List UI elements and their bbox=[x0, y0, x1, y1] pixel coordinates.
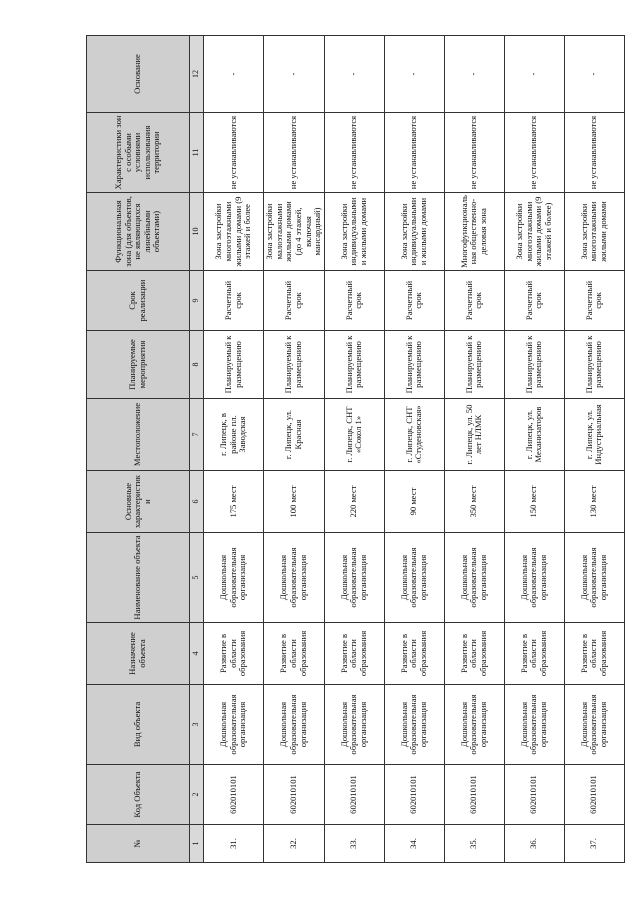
header-cell: Вид объекта bbox=[87, 685, 190, 765]
main-characteristics-cell: 130 мест bbox=[564, 471, 624, 533]
header-cell: Планируемые мероприятия bbox=[87, 331, 190, 399]
location-cell: г. Липецк, ул. Механизаторов bbox=[504, 399, 564, 471]
implementation-period-cell: Расчетный срок bbox=[384, 271, 444, 331]
object-code-cell: 602010101 bbox=[324, 765, 384, 825]
basis-cell: - bbox=[324, 36, 384, 113]
zone-restrictions-cell: не устанавливаются bbox=[504, 113, 564, 193]
header-cell: Основные характеристики bbox=[87, 471, 190, 533]
header-cell: Код Объекта bbox=[87, 765, 190, 825]
functional-zone-cell: Зона застройки многоэтажными жилыми домами bbox=[564, 193, 624, 271]
row-number-cell: 37. bbox=[564, 825, 624, 863]
column-number: 9 bbox=[190, 271, 204, 331]
column-number: 11 bbox=[190, 113, 204, 193]
column-number: 7 bbox=[190, 399, 204, 471]
location-cell: г. Липецк, СНТ «Студеновская» bbox=[384, 399, 444, 471]
location-cell: г. Липецк, в районе пл. Заводская bbox=[204, 399, 264, 471]
object-code-cell: 602010101 bbox=[204, 765, 264, 825]
column-number: 1 bbox=[190, 825, 204, 863]
planned-activities-cell: Планируемый к размещению bbox=[504, 331, 564, 399]
object-type-cell: Дошкольная образовательная организация bbox=[384, 685, 444, 765]
basis-cell: - bbox=[204, 36, 264, 113]
functional-zone-cell: Зона застройки многоэтажными жилыми домами (9 этажей и более bbox=[204, 193, 264, 271]
object-purpose-cell: Развитие в области образования bbox=[324, 623, 384, 685]
main-characteristics-cell: 100 мест bbox=[264, 471, 325, 533]
object-type-cell: Дошкольная образовательная организация bbox=[444, 685, 504, 765]
location-cell: г. Липецк, ул. Индустриальная bbox=[564, 399, 624, 471]
functional-zone-cell: Зона застройки малоэтажными жилыми домами (до 4 этажей, включая мансардный) bbox=[264, 193, 325, 271]
table-row bbox=[324, 36, 384, 863]
header-cell: Наименование объекта bbox=[87, 533, 190, 623]
main-characteristics-cell: 220 мест bbox=[324, 471, 384, 533]
row-number-cell: 31. bbox=[204, 825, 264, 863]
implementation-period-cell: Расчетный срок bbox=[444, 271, 504, 331]
functional-zone-cell: Зона застройки индивидуальными и жилыми домами bbox=[384, 193, 444, 271]
row-number-cell: 33. bbox=[324, 825, 384, 863]
zone-restrictions-cell: не устанавливаются bbox=[264, 113, 325, 193]
header-cell: Срок реализации bbox=[87, 271, 190, 331]
table-row bbox=[384, 36, 444, 863]
row-number-cell: 35. bbox=[444, 825, 504, 863]
basis-cell: - bbox=[264, 36, 325, 113]
functional-zone-cell: Зона застройки многоэтажными жилыми домами (9 этажей и более) bbox=[504, 193, 564, 271]
object-name-cell: Дошкольная образовательная организация bbox=[444, 533, 504, 623]
table-row bbox=[564, 36, 624, 863]
zone-restrictions-cell: не устанавливаются bbox=[324, 113, 384, 193]
column-number: 12 bbox=[190, 36, 204, 113]
column-number: 6 bbox=[190, 471, 204, 533]
main-characteristics-cell: 150 мест bbox=[504, 471, 564, 533]
object-purpose-cell: Развитие в области образования bbox=[504, 623, 564, 685]
column-number: 3 bbox=[190, 685, 204, 765]
column-number-row bbox=[190, 36, 204, 863]
object-type-cell: Дошкольная образовательная организация bbox=[264, 685, 325, 765]
implementation-period-cell: Расчетный срок bbox=[324, 271, 384, 331]
row-number-cell: 32. bbox=[264, 825, 325, 863]
object-code-cell: 602010101 bbox=[384, 765, 444, 825]
object-code-cell: 602010101 bbox=[264, 765, 325, 825]
planned-objects-table bbox=[86, 35, 625, 863]
table-row bbox=[204, 36, 264, 863]
object-name-cell: Дошкольная образовательная организация bbox=[504, 533, 564, 623]
location-cell: г. Липецк, ул. 50 лет НЛМК bbox=[444, 399, 504, 471]
table-row bbox=[264, 36, 325, 863]
object-code-cell: 602010101 bbox=[564, 765, 624, 825]
object-purpose-cell: Развитие в области образования bbox=[264, 623, 325, 685]
column-number: 4 bbox=[190, 623, 204, 685]
header-cell: № bbox=[87, 825, 190, 863]
column-number: 8 bbox=[190, 331, 204, 399]
basis-cell: - bbox=[564, 36, 624, 113]
implementation-period-cell: Расчетный срок bbox=[564, 271, 624, 331]
object-code-cell: 602010101 bbox=[504, 765, 564, 825]
main-characteristics-cell: 175 мест bbox=[204, 471, 264, 533]
implementation-period-cell: Расчетный срок bbox=[264, 271, 325, 331]
column-number: 10 bbox=[190, 193, 204, 271]
object-name-cell: Дошкольная образовательная организация bbox=[204, 533, 264, 623]
rotated-table-container bbox=[86, 36, 609, 863]
object-purpose-cell: Развитие в области образования bbox=[384, 623, 444, 685]
basis-cell: - bbox=[504, 36, 564, 113]
basis-cell: - bbox=[444, 36, 504, 113]
header-row bbox=[87, 36, 190, 863]
column-number: 5 bbox=[190, 533, 204, 623]
location-cell: г. Липецк, СНТ «Сокол 1» bbox=[324, 399, 384, 471]
planned-activities-cell: Планируемый к размещению bbox=[204, 331, 264, 399]
functional-zone-cell: Многофункциональная общественно-деловая зона bbox=[444, 193, 504, 271]
object-type-cell: Дошкольная образовательная организация bbox=[564, 685, 624, 765]
implementation-period-cell: Расчетный срок bbox=[204, 271, 264, 331]
column-number: 2 bbox=[190, 765, 204, 825]
functional-zone-cell: Зона застройки индивидуальными и жилыми домами bbox=[324, 193, 384, 271]
object-name-cell: Дошкольная образовательная организация bbox=[324, 533, 384, 623]
object-type-cell: Дошкольная образовательная организация bbox=[504, 685, 564, 765]
planned-activities-cell: Планируемый к размещению bbox=[564, 331, 624, 399]
object-name-cell: Дошкольная образовательная организация bbox=[564, 533, 624, 623]
location-cell: г. Липецк, ул. Красная bbox=[264, 399, 325, 471]
zone-restrictions-cell: не устанавливаются bbox=[564, 113, 624, 193]
object-purpose-cell: Развитие в области образования bbox=[444, 623, 504, 685]
implementation-period-cell: Расчетный срок bbox=[504, 271, 564, 331]
basis-cell: - bbox=[384, 36, 444, 113]
object-type-cell: Дошкольная образовательная организация bbox=[204, 685, 264, 765]
planned-activities-cell: Планируемый к размещению bbox=[264, 331, 325, 399]
zone-restrictions-cell: не устанавливаются bbox=[384, 113, 444, 193]
zone-restrictions-cell: не устанавливаются bbox=[204, 113, 264, 193]
header-cell: Основание bbox=[87, 36, 190, 113]
table-body bbox=[204, 36, 625, 863]
header-cell: Характеристики зон с особыми условиями использования территории bbox=[87, 113, 190, 193]
header-cell: Назначение объекта bbox=[87, 623, 190, 685]
planned-activities-cell: Планируемый к размещению bbox=[324, 331, 384, 399]
header-cell: Функциональная зона (для объектов, не являющихся линейными объектами) bbox=[87, 193, 190, 271]
planned-activities-cell: Планируемый к размещению bbox=[444, 331, 504, 399]
object-name-cell: Дошкольная образовательная организация bbox=[384, 533, 444, 623]
header-cell: Местоположение bbox=[87, 399, 190, 471]
object-code-cell: 602010101 bbox=[444, 765, 504, 825]
object-purpose-cell: Развитие в области образования bbox=[564, 623, 624, 685]
table-row bbox=[504, 36, 564, 863]
main-characteristics-cell: 350 мест bbox=[444, 471, 504, 533]
object-name-cell: Дошкольная образовательная организация bbox=[264, 533, 325, 623]
row-number-cell: 36. bbox=[504, 825, 564, 863]
zone-restrictions-cell: не устанавливаются bbox=[444, 113, 504, 193]
main-characteristics-cell: 90 мест bbox=[384, 471, 444, 533]
object-purpose-cell: Развитие в области образования bbox=[204, 623, 264, 685]
object-type-cell: Дошкольная образовательная организация bbox=[324, 685, 384, 765]
table-row bbox=[444, 36, 504, 863]
planned-activities-cell: Планируемый к размещению bbox=[384, 331, 444, 399]
row-number-cell: 34. bbox=[384, 825, 444, 863]
